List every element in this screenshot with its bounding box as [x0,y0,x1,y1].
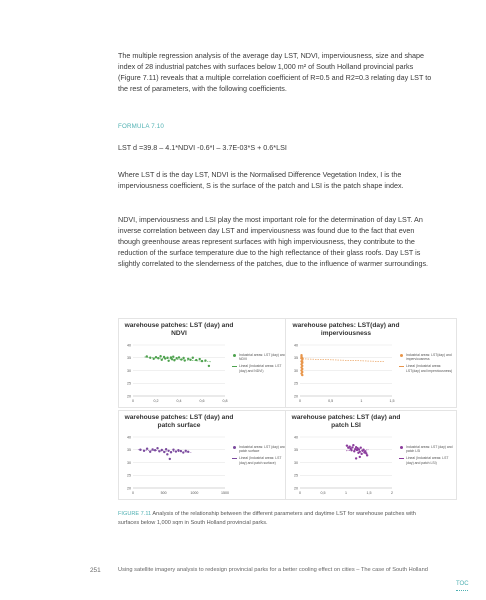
y-tick-label: 35 [127,448,131,453]
legend-line [232,366,237,367]
legend-marker [400,446,403,449]
data-point [187,358,189,360]
legend-marker [233,446,236,449]
data-point [360,447,362,449]
data-point [172,449,174,451]
x-tick-label: 0 [299,399,301,403]
x-tick-label: 1,5 [389,399,395,403]
legend-item-trend [399,364,453,372]
x-tick-label: 2 [391,491,393,495]
legend-item-points [399,353,453,361]
legend-item-points [232,353,286,361]
chart-legend [232,445,286,468]
data-point [175,450,177,452]
y-tick-label: 30 [294,368,298,373]
running-footer: Using satellite imagery analysis to redesign provincial parks for a better cooling effect on cities – The case of South Holland [118,567,428,573]
x-tick-label: 0,8 [222,399,228,403]
paragraph-1: The multiple regression analysis of the average day LST, NDVI, imperviousness, size and shape index of 28 industrial patches with surfaces below 1,000 m² of South Holland provincial parks (Figure 7.11) reveals that a multiple correlation coefficient of R=0.5 and R2=0.3 relating day LST to the rest of parameters, with the following coefficients. [118,51,432,93]
x-tick-label: 1 [345,491,347,495]
data-point [208,365,210,367]
data-point [187,451,189,453]
x-tick-label: 0,5 [328,399,334,403]
x-tick-label: 0,4 [176,399,182,403]
data-point [350,449,352,451]
data-point [156,447,158,449]
data-point [159,355,161,357]
legend-label: Lineal (Industrial areas: LST(day) and imperviousness) [406,364,453,373]
legend-label: Industrial areas: LST (day) and NDVI [239,353,286,362]
y-tick-label: 35 [294,356,298,361]
legend-label: Lineal (Industrial areas: LST (day) and patch surface) [239,456,282,465]
data-point [182,451,184,453]
chart-legend [399,353,453,376]
data-point [180,450,182,452]
y-tick-label: 30 [294,460,298,465]
x-tick-label: 1,5 [366,491,372,495]
legend-label: Industrial areas: LST (day) and patch surface [239,445,286,454]
legend-item-points [399,445,453,453]
x-tick-label: 0 [132,399,134,403]
legend-label: Industrial areas: LST(day) and imperviousness [406,353,452,362]
chart-imperviousness [285,318,457,408]
y-tick-label: 40 [294,435,298,440]
data-point [173,359,175,361]
data-point [146,355,148,357]
x-tick-label: 0,5 [320,491,326,495]
chart-patch-surface [118,410,290,500]
paragraph-2: Where LST d is the day LST, NDVI is the Normalised Difference Vegetation Index, I is the imperviousness coefficient, S is the surface of the patch and LSI is the patch shape index. [118,170,404,190]
data-point [355,457,357,459]
data-point [359,456,361,458]
legend-line [399,458,404,459]
data-point [153,358,155,360]
figure-caption [118,510,436,527]
chart-title: warehouse patches: LST (day) and patch LSI [291,414,401,429]
y-tick-label: 25 [294,473,298,478]
data-point [184,359,186,361]
data-point [359,451,361,453]
data-point [353,450,355,452]
x-tick-label: 0 [132,491,134,495]
formula-label: FORMULA 7.10 [118,123,165,130]
data-point [301,361,303,363]
data-point [360,453,362,455]
data-point [189,359,191,361]
chart-title: warehouse patches: LST (day) and patch surface [124,414,234,429]
data-point [192,357,194,359]
data-point [358,448,360,450]
data-point [178,356,180,358]
figure-caption-text: Analysis of the relationship between the different parameters and daytime LST for warehouse patches with surfaces below 1,000 sqm in South Holland provincial parks. [118,511,416,526]
data-point [364,450,366,452]
y-tick-label: 35 [127,356,131,361]
chart-patch-lsi [285,410,457,500]
data-point [143,450,145,452]
data-point [352,444,354,446]
toc-link[interactable]: TOC [456,581,469,587]
legend-label: Industrial areas: LST (day) and patch LSI [406,445,453,454]
data-point [180,358,182,360]
legend-line [232,458,237,459]
data-point [146,448,148,450]
y-tick-label: 20 [127,394,131,399]
legend-item-trend [232,456,286,464]
data-point [164,357,166,359]
data-point [172,356,174,358]
data-point [171,358,173,360]
y-tick-label: 40 [294,343,298,348]
legend-label: Lineal (Industrial areas: LST (day) and patch LSI) [406,456,449,465]
data-point [366,454,368,456]
data-point [201,360,203,362]
data-point [185,450,187,452]
y-tick-label: 25 [127,381,131,386]
data-point [165,448,167,450]
chart-ndvi [118,318,290,408]
figure-label: FIGURE 7.11 [118,511,152,517]
data-point [195,359,197,361]
data-point [362,449,364,451]
trend-line [300,359,384,362]
data-point [149,451,151,453]
data-point [163,451,165,453]
y-tick-label: 40 [127,343,131,348]
chart-title: warehouse patches: LST(day) and imperviousness [292,322,400,337]
data-point [176,357,178,359]
data-point [166,357,168,359]
data-point [169,458,171,460]
data-point [300,357,302,359]
page-number: 251 [90,567,101,574]
y-tick-label: 35 [294,448,298,453]
y-tick-label: 25 [294,381,298,386]
data-point [151,448,153,450]
legend-line [399,366,404,367]
y-tick-label: 25 [127,473,131,478]
data-point [154,449,156,451]
y-tick-label: 20 [294,486,298,491]
paragraph-3: NDVI, imperviousness and LSI play the most important role for the determination of day LST. An inverse correlation between day LST and imperviousness was found due to the fact that even though greenhouse areas represent surfaces with high imperviousness, they contribute to the reduction of the surface temperature due to the high reflectance of their glass roofs. Day LST is slightly correlated to the slenderness of the patches, due to the influence of warmer surroundings. [118,215,429,268]
data-point [346,444,348,446]
data-point [182,357,184,359]
x-tick-label: 0,6 [199,399,205,403]
data-point [167,450,169,452]
data-point [161,449,163,451]
data-point [158,450,160,452]
data-point [161,359,163,361]
data-point [177,449,179,451]
data-point [365,452,367,454]
formula: LST d =39.8 – 4.1*NDVI -0.6*I – 3.7E-03*S + 0.6*LSI [118,143,287,152]
y-tick-label: 20 [127,486,131,491]
chart-legend [232,353,286,376]
legend-label: Lineal (Industrial areas: LST (day) and NDVI) [239,364,282,373]
data-point [167,360,169,362]
data-point [199,358,201,360]
data-point [139,449,141,451]
y-tick-label: 40 [127,435,131,440]
legend-item-trend [399,456,453,464]
data-point [170,451,172,453]
x-tick-label: 500 [160,491,167,495]
data-point [301,374,303,376]
x-tick-label: 0,2 [153,399,159,403]
data-point [155,356,157,358]
y-tick-label: 30 [127,368,131,373]
legend-marker [233,354,236,357]
data-point [149,357,151,359]
x-tick-label: 1 [360,399,363,403]
data-point [351,446,353,448]
legend-item-trend [232,364,286,372]
x-tick-label: 1000 [190,491,199,495]
x-tick-label: 1500 [221,491,229,495]
data-point [204,359,206,361]
data-point [166,453,168,455]
data-point [157,357,159,359]
chart-title: warehouse patches: LST (day) and NDVI [124,322,234,337]
legend-item-points [232,445,286,453]
y-tick-label: 20 [294,394,298,399]
data-point [348,445,350,447]
y-tick-label: 30 [127,460,131,465]
x-tick-label: 0 [299,491,301,495]
chart-legend [399,445,453,468]
toc-underline [456,590,468,591]
legend-marker [400,354,403,357]
